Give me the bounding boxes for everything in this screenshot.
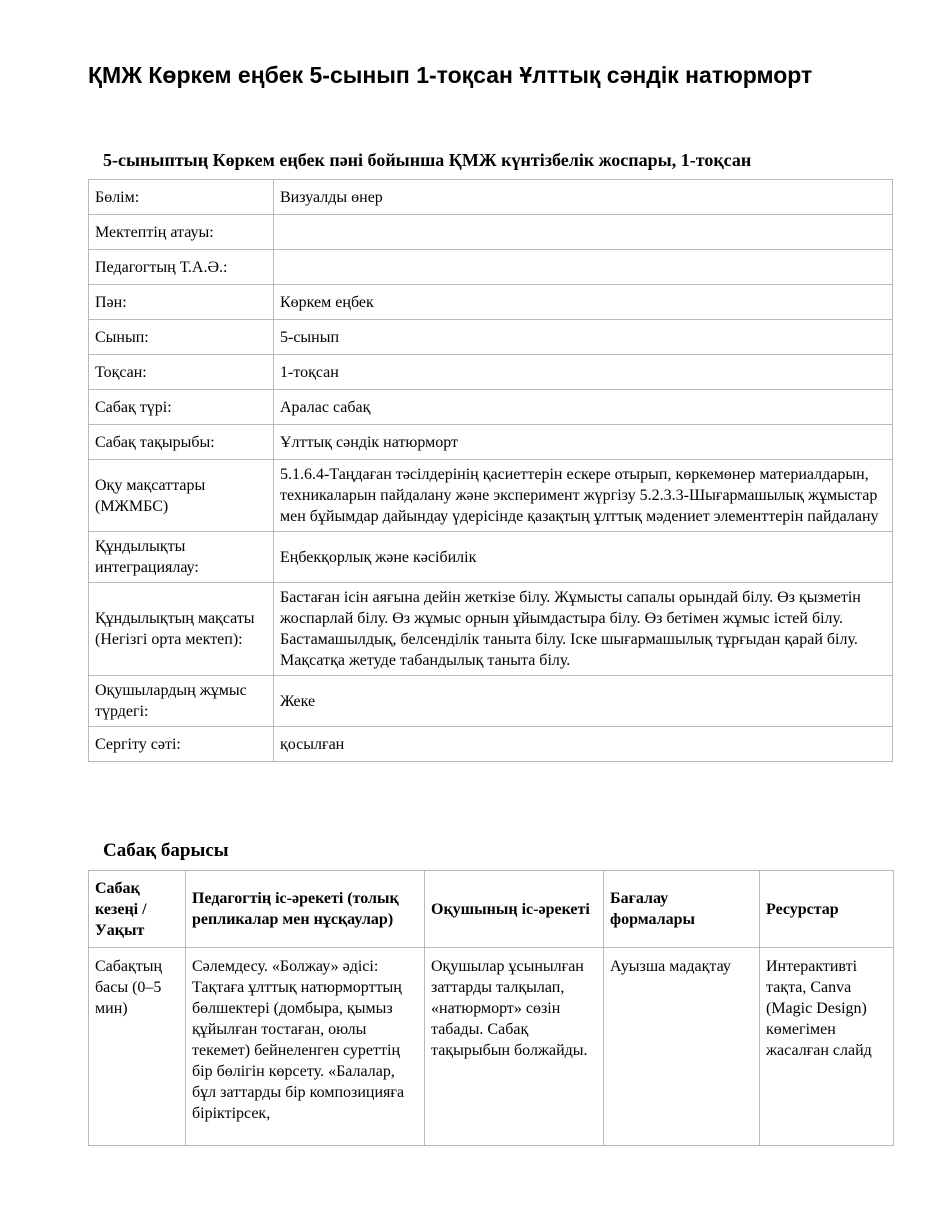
table-row xyxy=(89,250,893,285)
document-title: ҚМЖ Көркем еңбек 5-сынып 1-тоқсан Ұлттық сәндік натюрморт xyxy=(88,62,813,88)
table-row xyxy=(89,727,893,762)
info-value: 1-тоқсан xyxy=(274,355,893,390)
info-value: Бастаған ісін аяғына дейін жеткізе білу. Жұмысты сапалы орындай білу. Өз қызметін жоспарлай білу. Өз жұмыс орнын ұйымдастыра білу. Өз бетімен жұмыс істей білу. Бастамашылдық, белсенділік таныта білу. Іске шығармашылық тұрғыдан қарай білу. Мақсатқа жетуде табандылық таныта білу. xyxy=(274,583,893,676)
lesson-header-row xyxy=(89,871,894,948)
info-value: Еңбекқорлық және кәсібилік xyxy=(274,532,893,583)
info-label: Тоқсан: xyxy=(89,355,274,390)
cell-assessment: Ауызша мадақтау xyxy=(604,948,760,1146)
info-label: Сынып: xyxy=(89,320,274,355)
table-row xyxy=(89,180,893,215)
header-stage: Сабақ кезеңі / Уақыт xyxy=(89,871,186,948)
info-label: Педагогтың Т.А.Ә.: xyxy=(89,250,274,285)
info-label: Мектептің атауы: xyxy=(89,215,274,250)
table-row xyxy=(89,320,893,355)
info-value: Аралас сабақ xyxy=(274,390,893,425)
info-label: Сабақ түрі: xyxy=(89,390,274,425)
header-resources: Ресурстар xyxy=(760,871,894,948)
info-label: Сабақ тақырыбы: xyxy=(89,425,274,460)
cell-stage: Сабақтың басы (0–5 мин) xyxy=(89,948,186,1146)
info-value: Визуалды өнер xyxy=(274,180,893,215)
header-student: Оқушының іс-әрекеті xyxy=(425,871,604,948)
table-row xyxy=(89,390,893,425)
info-value: 5-сынып xyxy=(274,320,893,355)
info-label: Құндылықты интеграциялау: xyxy=(89,532,274,583)
header-teacher: Педагогтің іс-әрекеті (толық репликалар мен нұсқаулар) xyxy=(186,871,425,948)
table-row xyxy=(89,460,893,532)
info-value xyxy=(274,250,893,285)
document-subtitle: 5-сыныптың Көркем еңбек пәні бойынша ҚМЖ күнтізбелік жоспары, 1-тоқсан xyxy=(103,150,752,170)
cell-teacher: Сәлемдесу. «Болжау» әдісі: Тақтаға ұлттық натюрморттың бөлшектері (домбыра, қымыз құйылған тостаған, оюлы текемет) бейнеленген суреттің бір бөлігін көрсету. «Балалар, бұл заттарды бір композицияға біріктірсек, xyxy=(186,948,425,1146)
info-label: Пән: xyxy=(89,285,274,320)
info-value: Көркем еңбек xyxy=(274,285,893,320)
info-label: Оқу мақсаттары (МЖМБС) xyxy=(89,460,274,532)
lesson-progress-title: Сабақ барысы xyxy=(103,840,229,861)
info-value: 5.1.6.4-Таңдаған тәсілдерінің қасиеттерін ескере отырып, көркемөнер материалдарын, техникаларын пайдалану және эксперимент жүргізу 5.2.3.3-Шығармашылық жұмыстар мен бұйымдар дайындау үдерісінде қазақтың ұлттық мәдениет элементтерін пайдалану xyxy=(274,460,893,532)
table-row xyxy=(89,532,893,583)
table-row xyxy=(89,676,893,727)
table-row xyxy=(89,583,893,676)
info-label: Бөлім: xyxy=(89,180,274,215)
cell-resources: Интерактивті тақта, Canva (Magic Design) көмегімен жасалған слайд xyxy=(760,948,894,1146)
info-value: Жеке xyxy=(274,676,893,727)
info-value xyxy=(274,215,893,250)
table-row xyxy=(89,285,893,320)
info-value: Ұлттық сәндік натюрморт xyxy=(274,425,893,460)
table-row xyxy=(89,215,893,250)
table-row xyxy=(89,355,893,390)
info-label: Сергіту сәті: xyxy=(89,727,274,762)
lesson-info-table xyxy=(88,179,893,762)
info-label: Құндылықтың мақсаты (Негізгі орта мектеп): xyxy=(89,583,274,676)
cell-student: Оқушылар ұсынылған заттарды талқылап, «натюрморт» сөзін табады. Сабақ тақырыбын болжайды. xyxy=(425,948,604,1146)
table-row xyxy=(89,425,893,460)
lesson-progress-table xyxy=(88,870,894,1146)
table-row xyxy=(89,948,894,1146)
info-label: Оқушылардың жұмыс түрдегі: xyxy=(89,676,274,727)
info-value: қосылған xyxy=(274,727,893,762)
header-assessment: Бағалау формалары xyxy=(604,871,760,948)
